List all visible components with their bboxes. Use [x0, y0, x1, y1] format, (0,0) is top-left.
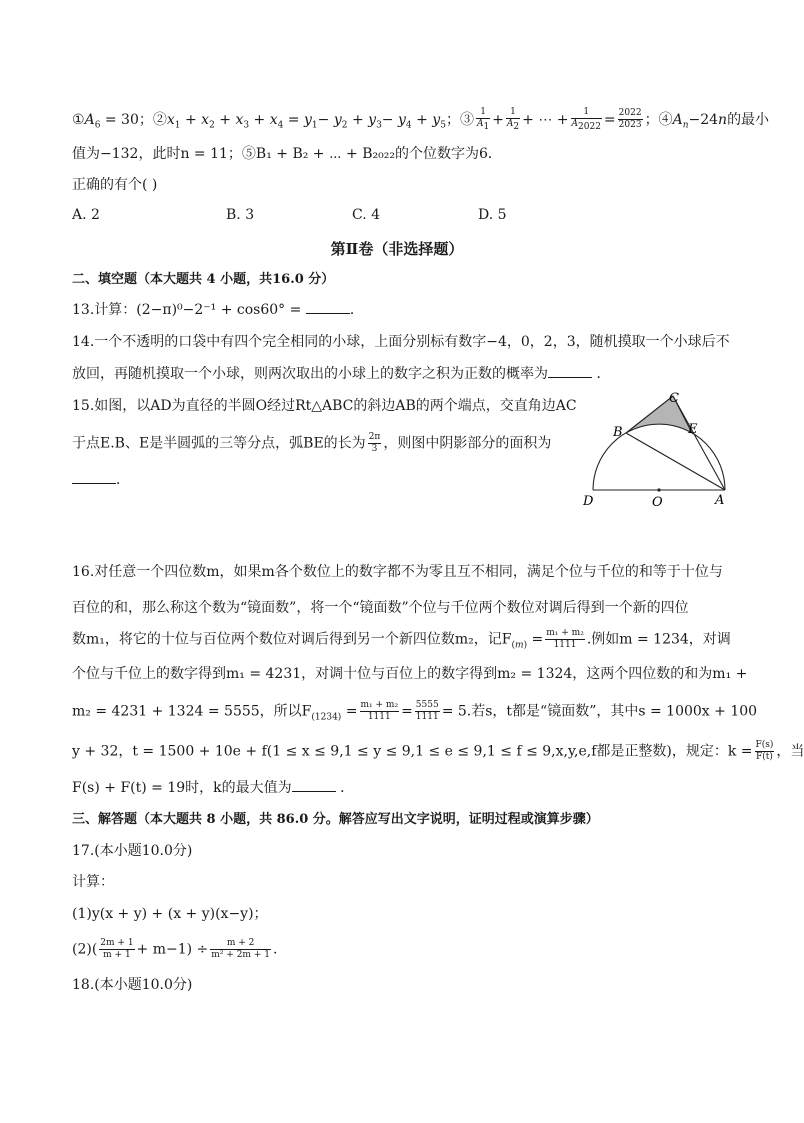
label-e: E	[688, 422, 698, 437]
shaded-region	[626, 396, 692, 433]
label-a: A	[715, 493, 725, 508]
q12-statements-line1: $①A_6 = 30$；$②x_1 + x_2 + x_3 + x_4 = y_1- y_2 + y_3- y_4 + y_5$；③ $\frac{1}{A_1}$ + $\frac{1}{A_2}$ + ⋯ + $\frac{1}{A_{2022}}$ = $\frac{2022}{2023}$ ；$④A_n-24n$的最小	[72, 107, 770, 132]
q14-line2: 放回，再随机摸取一个小球，则两次取出的小球上的数字之积为正数的概率为 ．	[72, 366, 611, 382]
section3-header: 三、解答题（本大题共 8 小题，共 86.0 分。解答应写出文字说明，证明过程或演算步骤）	[72, 812, 599, 827]
option-a: A. 2	[72, 207, 100, 223]
center-o-dot	[657, 488, 660, 491]
part2-title: 第Ⅱ卷（非选择题）	[330, 240, 464, 258]
q15-line3: ．	[72, 470, 130, 490]
q16-line7: F(s) + F(t) = 19时，k的最大值为 ．	[72, 780, 355, 796]
q12-question: 正确的有个( )	[72, 177, 158, 193]
q13: 13.计算：(2−π)⁰−2⁻¹ + cos60° = ．	[72, 302, 364, 318]
q16-answer-blank[interactable]	[292, 779, 336, 792]
q18-title: 18.(本小题10.0分)	[72, 977, 193, 993]
label-o: O	[652, 495, 663, 510]
q16-line6: y + 32，t = 1500 + 10e + f(1 ≤ x ≤ 9,1 ≤ y ≤ 9,1 ≤ e ≤ 9,1 ≤ f ≤ 9,x,y,e,f都是正整数)，规定：k = $\frac{F(s)}{F(t)}$ ，当	[72, 740, 804, 762]
q17-instruction: 计算：	[72, 874, 114, 890]
q17-title: 17.(本小题10.0分)	[72, 843, 193, 859]
q16-line1: 16.对任意一个四位数m，如果m各个数位上的数字都不为零且互不相同，满足个位与千位的和等于十位与	[72, 564, 723, 580]
q17-part2: (2)( $\frac{2m + 1}{m + 1}$ + m−1) ÷ $\frac{m + 2}{\text{m² + 2m + 1}}$ .	[72, 938, 278, 960]
q14-answer-blank[interactable]	[548, 365, 592, 378]
q15-line1: 15.如图，以AD为直径的半圆O经过Rt△ABC的斜边AB的两个端点，交直角边AC	[72, 398, 577, 414]
q16-line5: m₂ = 4231 + 1324 = 5555，所以$F_{(1234)}$ = $\frac{\text{m₁ + m₂}}{1111}$ = $\frac{5555}{1111}$ = 5.若s，t都是“镜面数”，其中s = 1000x + 100	[72, 700, 758, 723]
section2-header: 二、填空题（本大题共 4 小题，共16.0 分）	[72, 272, 335, 287]
option-d: D. 5	[478, 207, 507, 223]
q15-figure	[575, 388, 735, 510]
option-c: C. 4	[352, 207, 381, 223]
q12-statements-line2: 值为−132，此时n = 11；⑤B₁ + B₂ + ⋯ + B₂₀₂₂的个位数字为6．	[72, 146, 502, 162]
q15-line2: 于点E.B、E是半圆弧的三等分点，弧BE的长为 $\frac{2\pi}{3}$ ，则图中阴影部分的面积为	[72, 432, 552, 454]
q13-answer-blank[interactable]	[306, 301, 350, 314]
q17-part1: (1)y(x + y) + (x + y)(x−y)；	[72, 906, 268, 922]
label-b: B	[613, 425, 623, 440]
label-d: D	[583, 494, 594, 509]
q15-answer-blank[interactable]	[72, 471, 116, 484]
q14-line1: 14.一个不透明的口袋中有四个完全相同的小球，上面分别标有数字−4，0，2，3，随机摸取一个小球后不	[72, 334, 730, 350]
q16-line4: 个位与千位上的数字得到m₁ = 4231，对调十位与百位上的数字得到m₂ = 1324，这两个四位数的和为m₁ +	[72, 666, 748, 682]
segment-ba	[626, 433, 725, 490]
q16-line3: 数m₁，将它的十位与百位两个数位对调后得到另一个新四位数m₂，记$F_{(m)}$ = $\frac{\text{m₁ + m₂}}{1111}$ .例如m = 1234，对调	[72, 628, 731, 651]
label-c: C	[669, 391, 679, 406]
option-b: B. 3	[226, 207, 255, 223]
q16-line2: 百位的和，那么称这个数为“镜面数”，将一个“镜面数”个位与千位两个数位对调后得到一个新的四位	[72, 600, 689, 616]
segment-ca	[673, 396, 725, 490]
